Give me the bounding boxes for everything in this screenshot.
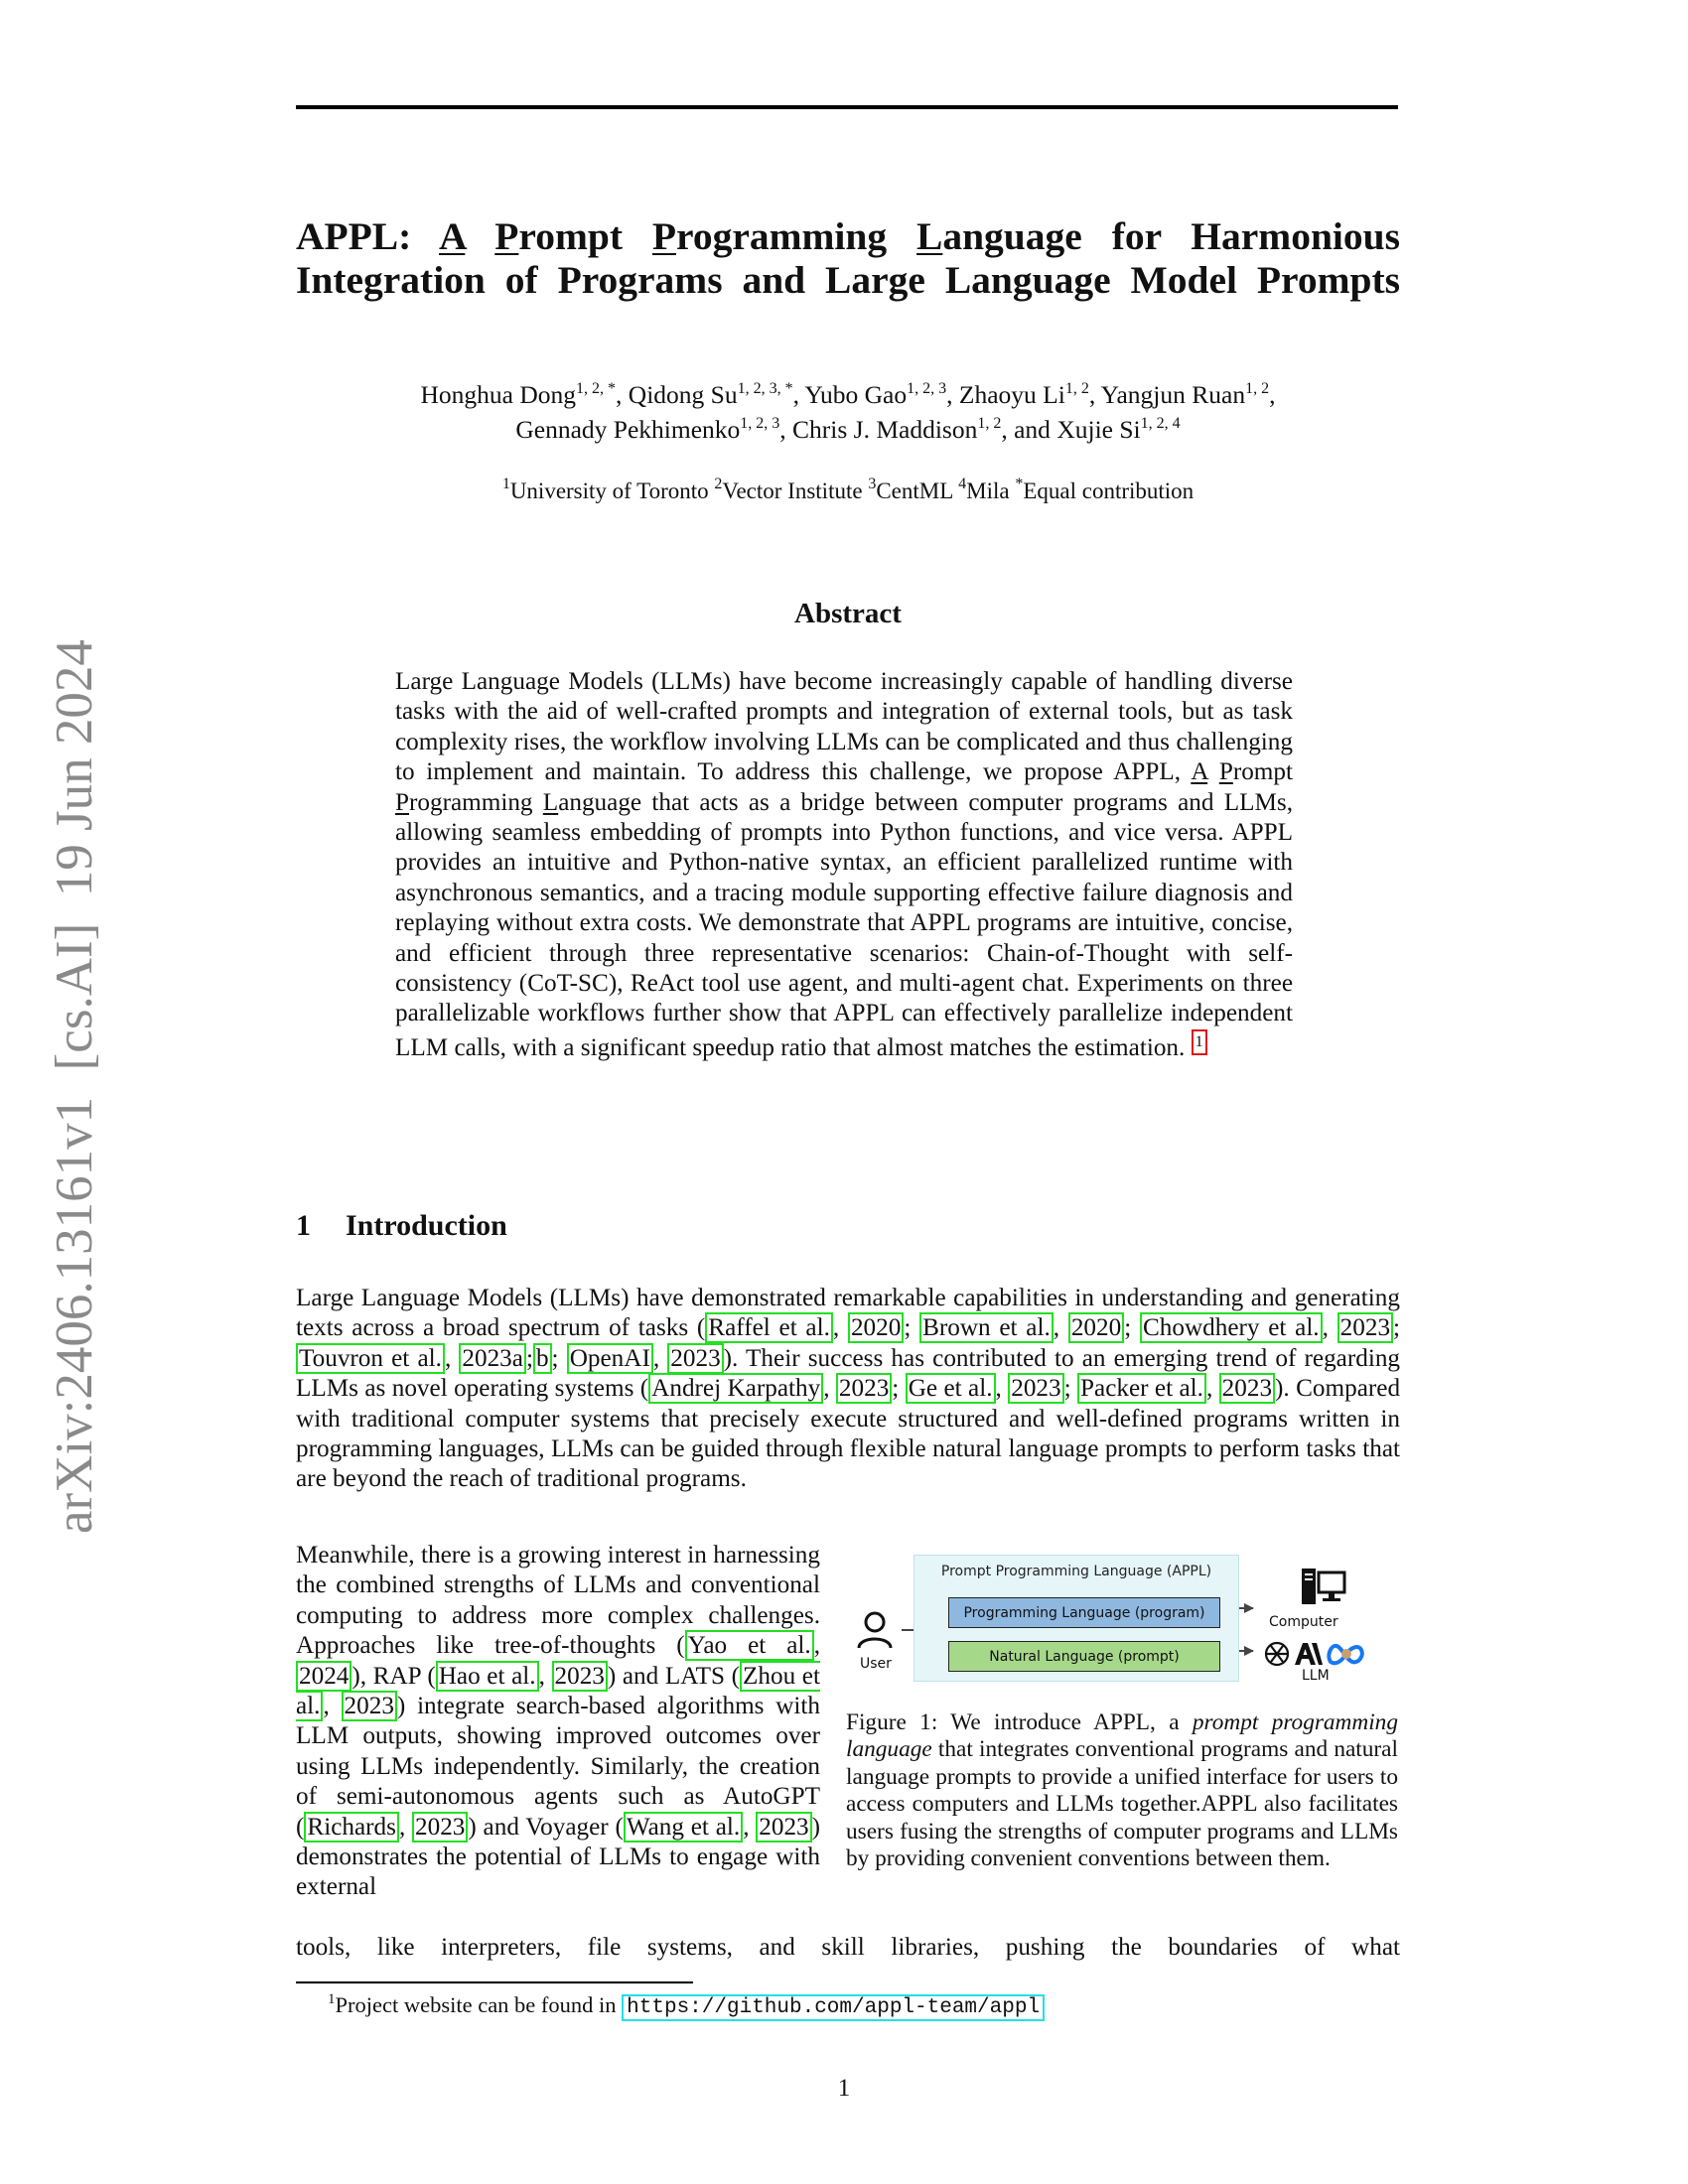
citation-year-link[interactable]: 2023 — [552, 1661, 608, 1692]
affiliations: $^1$University of Toronto $^2$Vector Institute $^3$CentML $^4$Mila *Equal contribution — [501, 476, 1195, 503]
figure-1-caption: Figure 1: We introduce APPL, a prompt programming language that integrates conventional programs and natural language prompts to provide a unified interface for users to access computers and LLMs together.APPL also facilitates users fusing the strengths of computer programs and LLMs by providing convenient conventions between them. — [846, 1709, 1398, 1872]
intro-paragraph-1: Large Language Models (LLMs) have demonstrated remarkable capabilities in understanding and generating texts across a broad spectrum of tasks ( Raffel et al. , 2020 ; Brown et al. , 2020 ; Chowdhery et al. , 2023 ; Touvron et al. , 2023a ; b ; OpenAI , 2023 ). Their success has contributed to an emerging trend of regarding LLMs as novel operating systems ( Andrej Karpathy , 2023 ; Ge et al. , 2023 ; Packer et al. , 2023 ). Compared with traditional computer systems that precisely execute structured and well-defined programs written in programming languages, LLMs can be guided through flexible natural language prompts to perform tasks that are beyond the reach of traditional programs. — [296, 1285, 1401, 1493]
citation-year-link[interactable]: 2020 — [848, 1312, 904, 1343]
citation-year-link[interactable]: 2023 — [836, 1373, 892, 1404]
footnote-1: $^1$Project website can be found in https://github.com/appl-team/appl — [328, 1991, 1045, 2022]
page-number: 1 — [837, 2075, 851, 2102]
citation-year-link[interactable]: 2023 — [1219, 1373, 1275, 1404]
intro-paragraph-continuation: tools, like interpreters, file systems, and skill libraries, pushing the boundaries of what — [296, 1934, 1400, 1961]
author: Zhaoyu Li$^{1, 2}$ — [958, 380, 1089, 409]
intro-paragraph-2: Meanwhile, there is a growing interest in harnessing the combined strengths of LLMs and conventional computing to address more complex challenges. Approaches like tree-of-thoughts ( Yao et al. , 2024 ), RAP ( Hao et al. , 2023 ) and LATS ( Zhou et al. , 2023 ) integrate search-based algorithms with LLM outputs, showing improved outcomes over using LLMs independently. Similarly, the creation of semi-autonomous agents such as AutoGPT ( Richards , 2023 ) and Voyager ( Wang et al. , 2023 ) demonstrates the potential of LLMs to engage with external — [296, 1542, 821, 1901]
citation-link[interactable]: Ge et al. — [906, 1373, 996, 1404]
citation-year-link[interactable]: 2020 — [1068, 1312, 1124, 1343]
citation-link[interactable]: Packer et al. — [1077, 1373, 1206, 1404]
citation-link[interactable]: Zhou et al. — [296, 1662, 820, 1720]
section-heading-introduction: 1 Introduction — [296, 1209, 507, 1242]
citation-year-link[interactable]: 2024 — [296, 1661, 352, 1692]
openai-logo-icon — [1263, 1640, 1291, 1668]
author: Yubo Gao$^{1, 2, 3}$ — [804, 380, 947, 409]
footnote-ref-link[interactable]: 1 — [1192, 1029, 1207, 1055]
citation-link[interactable]: Brown et al. — [919, 1312, 1054, 1343]
citation-link[interactable]: Wang et al. — [624, 1812, 743, 1843]
arxiv-identifier-stamp[interactable]: arXiv:2406.13161v1 [cs.AI] 19 Jun 2024 — [46, 639, 103, 1534]
citation-link[interactable]: Richards — [304, 1812, 399, 1843]
figure-label: Figure 1: — [846, 1709, 938, 1735]
computer-icon — [1301, 1567, 1346, 1606]
abstract-body: Large Language Models (LLMs) have become increasingly capable of handling diverse tasks with the aid of well-crafted prompts and integration of external tools, but as task complexity rises, the workflow involving LLMs can be complicated and thus challenging to implement and maintain. To address this challenge, we propose APPL, A Prompt Programming Language that acts as a bridge between computer programs and LLMs, allowing seamless embedding of prompts into Python functions, and vice versa. APPL provides an intuitive and Python-native syntax, an efficient parallelized runtime with asynchronous semantics, and a tracing module supporting effective failure diagnosis and replaying without extra costs. We demonstrate that APPL programs are intuitive, concise, and efficient through three representative scenarios: Chain-of-Thought with self-consistency (CoT-SC), ReAct tool use agent, and multi-agent chat. Experiments on three parallelizable workflows further show that APPL can effectively parallelize independent LLM calls, with a significant speedup ratio that almost matches the estimation. 1 — [395, 668, 1293, 1061]
abstract-heading: Abstract — [794, 598, 902, 629]
citation-link[interactable]: OpenAI — [567, 1343, 653, 1374]
project-url-link[interactable]: https://github.com/appl-team/appl — [622, 1994, 1045, 2021]
citation-link[interactable]: Raffel et al. — [705, 1312, 833, 1343]
user-icon — [856, 1610, 894, 1650]
natural-language-box: Natural Language (prompt) — [948, 1641, 1220, 1672]
citation-link[interactable]: Chowdhery et al. — [1140, 1312, 1323, 1343]
citation-year-link[interactable]: 2023 — [667, 1343, 723, 1374]
citation-link[interactable]: Andrej Karpathy — [648, 1373, 823, 1404]
citation-year-link[interactable]: 2023 — [1337, 1312, 1393, 1343]
author: Gennady Pekhimenko$^{1, 2, 3}$ — [515, 415, 780, 444]
citation-year-link[interactable]: 2023 — [412, 1812, 468, 1843]
citation-link[interactable]: Touvron et al. — [296, 1343, 445, 1374]
meta-llama-logo-icon — [1327, 1642, 1366, 1666]
anthropic-logo-icon — [1293, 1642, 1323, 1666]
header-rule — [296, 105, 1398, 109]
citation-year-link[interactable]: 2023 — [756, 1812, 811, 1843]
author: Honghua Dong$^{1, 2, *}$ — [420, 380, 617, 409]
figure-1-diagram — [846, 1549, 1400, 1707]
author: Chris J. Maddison$^{1, 2}$ — [792, 415, 1002, 444]
computer-label: Computer — [1269, 1614, 1338, 1630]
user-label: User — [860, 1656, 892, 1672]
citation-year-link[interactable]: 2023 — [1008, 1373, 1063, 1404]
citation-link[interactable]: Hao et al. — [436, 1661, 539, 1692]
author-list: Honghua Dong$^{1, 2, *}$, Qidong $Su^{1, 2, 3, *}$, Yubo Gao$^{1, 2, 3}$, Zhaoyu Li$^{1, 2}$, Yangjun Ruan$^{1, 2}$, Gennady Pekhimenko$^{1, 2, 3}$, Chris J. Maddison$^{1, 2}$, and Xujie Si$^{1, 2, 4}$ — [420, 380, 1276, 444]
programming-language-box: Programming Language (program) — [948, 1597, 1220, 1628]
appl-title: Prompt Programming Language (APPL) — [940, 1564, 1212, 1579]
citation-link[interactable]: Yao et al. — [685, 1630, 814, 1661]
author: Qidong $Su^{1, 2, 3, *}$ — [628, 380, 793, 409]
author: Yangjun Ruan$^{1, 2}$ — [1100, 380, 1270, 409]
llm-label: LLM — [1302, 1668, 1330, 1684]
author: Xujie Si$^{1, 2, 4}$ — [1056, 415, 1181, 444]
appl-container — [914, 1555, 1239, 1682]
citation-year-link[interactable]: 2023a — [459, 1343, 526, 1374]
paper-title: APPL: A Prompt Programming Language for Harmonious Integration of Programs and Large Language Model Prompts — [296, 214, 1400, 302]
footnote-rule — [296, 1981, 693, 1983]
citation-year-link[interactable]: 2023 — [342, 1691, 397, 1721]
citation-year-link[interactable]: b — [533, 1343, 552, 1374]
